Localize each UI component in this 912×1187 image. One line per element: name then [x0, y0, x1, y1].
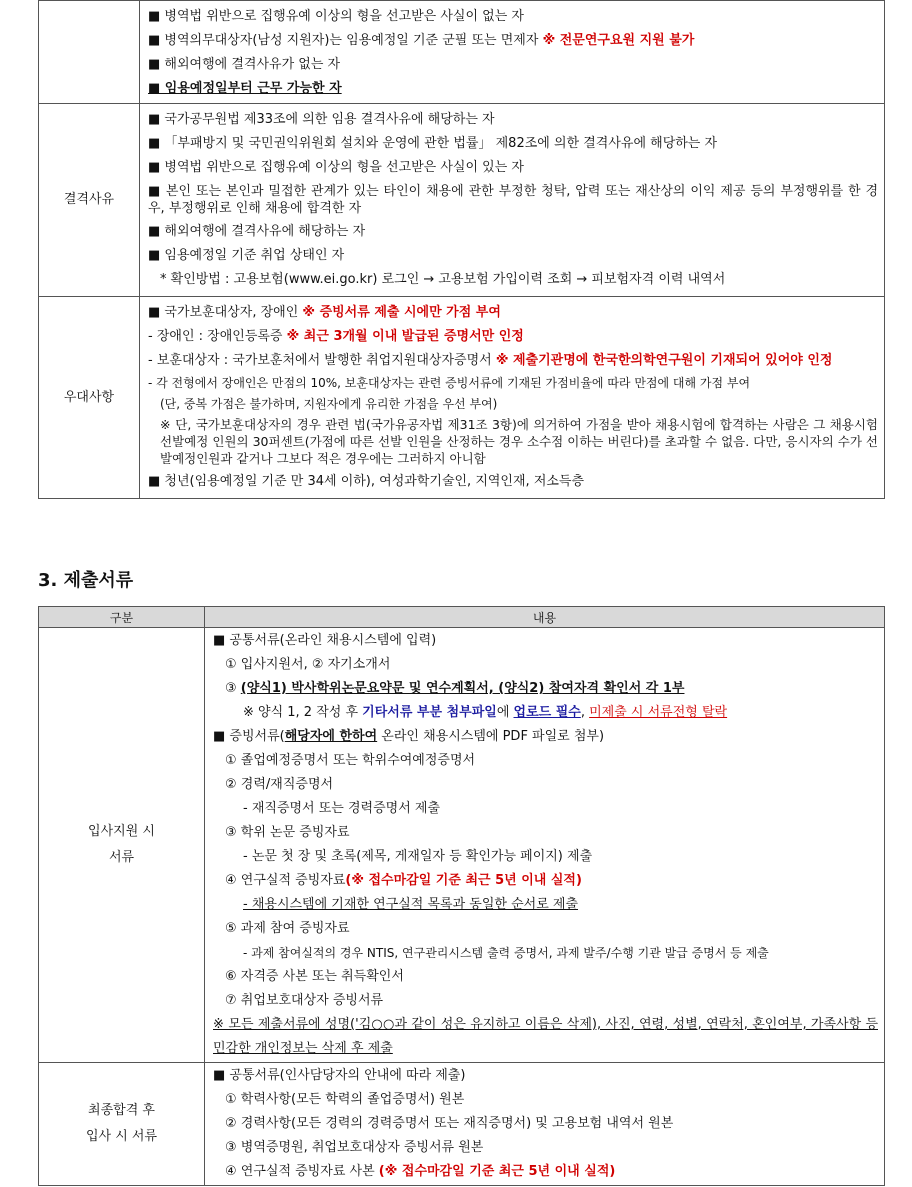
list-item: (단, 중복 가점은 불가하며, 지원자에게 유리한 가점을 우선 부여): [160, 397, 498, 411]
list-item: ■ 해외여행에 결격사유가 없는 자: [148, 57, 341, 72]
table-row: [39, 1, 885, 104]
list-item: - 보훈대상자 : 국가보훈처에서 발행한 취업지원대상자증명서 ※ 제출기관명에 한국한의학연구원이 기재되어 있어야 인정: [148, 353, 833, 368]
list-item: - 논문 첫 장 및 초록(제목, 게재일자 등 확인가능 페이지) 제출: [243, 849, 593, 864]
row-label: 우대사항: [39, 297, 140, 499]
list-item: ③ (양식1) 박사학위논문요약문 및 연수계획서, (양식2) 참여자격 확인서 각 1부: [225, 681, 685, 696]
list-item: ■ 임용예정일부터 근무 가능한 자: [148, 81, 342, 96]
list-item: - 채용시스템에 기재한 연구실적 목록과 동일한 순서로 제출: [243, 897, 579, 912]
column-header: 내용: [205, 607, 885, 628]
eligibility-table: [38, 0, 885, 499]
list-item: ■ 「부패방지 및 국민권익위원회 설치와 운영에 관한 법률」 제82조에 의한 결격사유에 해당하는 자: [148, 136, 718, 151]
list-item: ⑦ 취업보호대상자 증빙서류: [225, 993, 384, 1008]
list-item: - 과제 참여실적의 경우 NTIS, 연구관리시스템 출력 증명서, 과제 발주/수행 기관 발급 증명서 등 제출: [243, 946, 769, 960]
list-item: ③ 병역증명원, 취업보호대상자 증빙서류 원본: [225, 1140, 484, 1155]
row-label: [39, 1, 140, 104]
section-title: 3. 제출서류: [38, 570, 134, 591]
row-label: 입사지원 시 서류: [39, 628, 205, 1063]
column-header: 구분: [39, 607, 205, 628]
list-item: ■ 병역법 위반으로 집행유예 이상의 형을 선고받은 사실이 있는 자: [148, 160, 524, 175]
list-item: ■ 국가공무원법 제33조에 의한 임용 결격사유에 해당하는 자: [148, 112, 495, 127]
list-item: ■ 해외여행에 결격사유에 해당하는 자: [148, 224, 366, 239]
row-content: [140, 104, 885, 297]
list-item: - 재직증명서 또는 경력증명서 제출: [243, 801, 441, 816]
list-item: ④ 연구실적 증빙자료(※ 접수마감일 기준 최근 5년 이내 실적): [225, 873, 582, 888]
list-item: ■ 본인 또는 본인과 밀접한 관계가 있는 타인이 채용에 관한 부정한 청탁, 압력 또는 재산상의 이익 제공 등의 부정행위를 한 경우, 부정행위로 인해 채용에 합격한 자: [148, 184, 878, 216]
list-item: ■ 임용예정일 기준 취업 상태인 자: [148, 248, 345, 263]
list-item: ※ 단, 국가보훈대상자의 경우 관련 법(국가유공자법 제31조 3항)에 의거하여 가점을 받아 채용시험에 합격하는 사람은 그 채용시험 선발예정 인원의 30퍼센트(가점에 따른 선발 인원을 산정하는 경우 소수점 이하는 버린다)를 초과할 수 없음. 다만, 응시자의 수가 선발예정인원과 같거나 그보다 적은 경우에는 그러하지 아니함: [160, 417, 878, 466]
table-header-row: [39, 607, 885, 628]
list-item: ■ 증빙서류(해당자에 한하여 온라인 채용시스템에 PDF 파일로 첨부): [213, 729, 605, 744]
list-item: ① 졸업예정증명서 또는 학위수여예정증명서: [225, 753, 476, 768]
list-item: ② 경력사항(모든 경력의 경력증명서 또는 재직증명서) 및 고용보험 내역서 원본: [225, 1116, 674, 1131]
list-item: ⑥ 자격증 사본 또는 취득확인서: [225, 969, 404, 984]
list-item: ■ 공통서류(온라인 채용시스템에 입력): [213, 633, 437, 648]
list-item: ■ 공통서류(인사담당자의 안내에 따라 제출): [213, 1068, 466, 1083]
list-item: ■ 국가보훈대상자, 장애인 ※ 증빙서류 제출 시에만 가점 부여: [148, 305, 501, 320]
list-item: ① 입사지원서, ② 자기소개서: [225, 657, 391, 672]
documents-table: [38, 606, 885, 1186]
row-label: 최종합격 후 입사 시 서류: [39, 1063, 205, 1186]
row-content: [205, 1063, 885, 1186]
table-row: [39, 297, 885, 499]
list-item: ④ 연구실적 증빙자료 사본 (※ 접수마감일 기준 최근 5년 이내 실적): [225, 1164, 616, 1179]
list-item: ⑤ 과제 참여 증빙자료: [225, 921, 350, 936]
row-content: [140, 297, 885, 499]
list-item: ■ 청년(임용예정일 기준 만 34세 이하), 여성과학기술인, 지역인재, 저소득층: [148, 474, 585, 489]
row-content: [140, 1, 885, 104]
list-item: ■ 병역법 위반으로 집행유예 이상의 형을 선고받은 사실이 없는 자: [148, 9, 524, 24]
list-item: ※ 양식 1, 2 작성 후 기타서류 부분 첨부파일에 업로드 필수, 미제출 시 서류전형 탈락: [243, 705, 728, 720]
list-item: ① 학력사항(모든 학력의 졸업증명서) 원본: [225, 1092, 465, 1107]
list-item: - 각 전형에서 장애인은 만점의 10%, 보훈대상자는 관련 증빙서류에 기재된 가점비율에 따라 만점에 대해 가점 부여: [148, 376, 751, 390]
row-content: [205, 628, 885, 1063]
list-item: - 장애인 : 장애인등록증 ※ 최근 3개월 이내 발급된 증명서만 인정: [148, 329, 524, 344]
table-row: [39, 1063, 885, 1186]
list-item: * 확인방법 : 고용보험(www.ei.go.kr) 로그인 → 고용보험 가입이력 조회 → 피보험자격 이력 내역서: [160, 272, 726, 287]
list-item: ※ 모든 제출서류에 성명('김○○과 같이 성은 유지하고 이름은 삭제), 사진, 연령, 성별, 연락처, 혼인여부, 가족사항 등 민감한 개인정보는 삭제 후 제출: [213, 1017, 878, 1056]
table-row: [39, 104, 885, 297]
table-row: [39, 628, 885, 1063]
list-item: ③ 학위 논문 증빙자료: [225, 825, 350, 840]
list-item: ■ 병역의무대상자(남성 지원자)는 임용예정일 기준 군필 또는 면제자 ※ 전문연구요원 지원 불가: [148, 33, 695, 48]
row-label: 결격사유: [39, 104, 140, 297]
list-item: ② 경력/재직증명서: [225, 777, 334, 792]
